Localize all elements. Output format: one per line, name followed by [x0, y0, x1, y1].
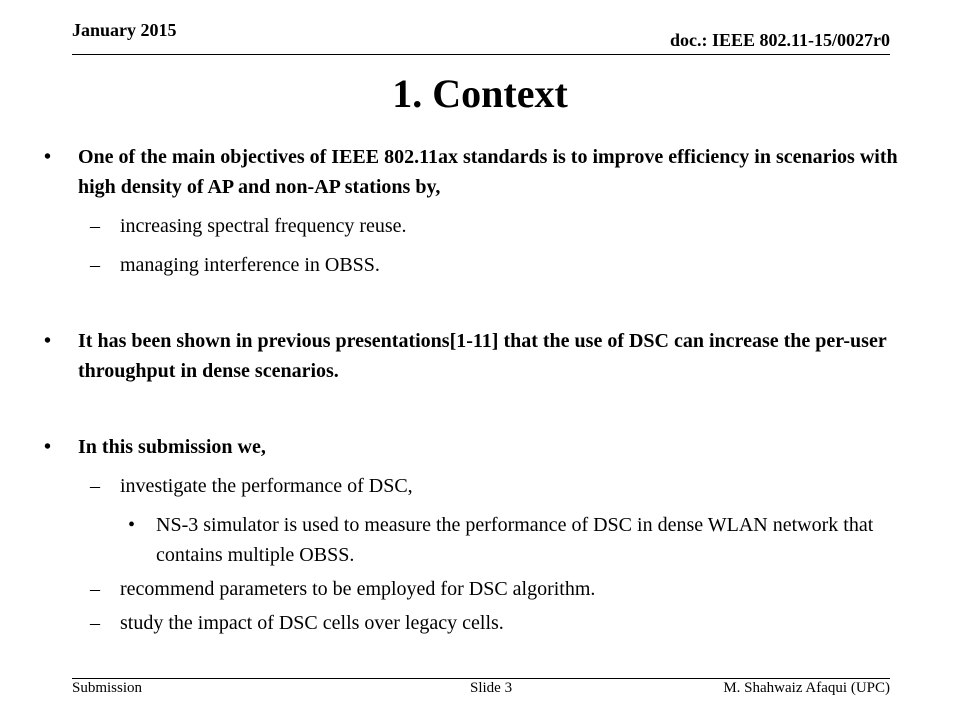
sub-bullet-reuse	[44, 211, 914, 241]
slide-body	[44, 142, 914, 638]
dash-marker: –	[90, 254, 100, 276]
sub-bullet-recommend	[44, 574, 914, 604]
sub-bullet-investigate	[44, 471, 914, 501]
sub-bullet-text: study the impact of DSC cells over legacy cells.	[120, 612, 504, 634]
sub-bullet-impact	[44, 608, 914, 638]
sub-sub-bullet-ns3	[44, 510, 914, 570]
dash-marker: –	[90, 612, 100, 634]
header-rule	[72, 54, 890, 55]
sub-sub-bullet-text: NS-3 simulator is used to measure the performance of DSC in dense WLAN network that contains multiple OBSS.	[156, 514, 874, 566]
bullet-text: One of the main objectives of IEEE 802.11ax standards is to improve efficiency in scenarios with high density of AP and non-AP stations by,	[78, 146, 898, 198]
bullet-marker: •	[44, 330, 52, 352]
bullet-previous-work	[44, 326, 914, 386]
sub-bullet-text: investigate the performance of DSC,	[120, 475, 413, 497]
bullet-marker: •	[128, 514, 136, 536]
bullet-objectives	[44, 142, 914, 202]
bullet-submission	[44, 432, 914, 462]
bullet-marker: •	[44, 146, 52, 168]
bullet-text: It has been shown in previous presentations[1-11] that the use of DSC can increase the per-user throughput in dense scenarios.	[78, 330, 887, 382]
footer-submission: Submission	[72, 680, 143, 696]
bullet-marker: •	[44, 436, 52, 458]
dash-marker: –	[90, 578, 100, 600]
header-doc-id: doc.: IEEE 802.11-15/0027r0	[669, 30, 890, 50]
dash-marker: –	[90, 215, 100, 237]
sub-bullet-text: managing interference in OBSS.	[120, 254, 380, 276]
sub-bullet-text: recommend parameters to be employed for DSC algorithm.	[120, 578, 596, 600]
header-date: January 2015	[72, 20, 177, 40]
footer-slide-number: Slide 3	[470, 680, 513, 696]
bullet-text: In this submission we,	[78, 436, 266, 458]
footer-rule	[72, 678, 890, 679]
dash-marker: –	[90, 475, 100, 497]
slide-title: 1. Context	[392, 71, 568, 116]
sub-bullet-interference	[44, 250, 914, 280]
sub-bullet-text: increasing spectral frequency reuse.	[120, 215, 407, 237]
footer-author: M. Shahwaiz Afaqui (UPC)	[723, 680, 890, 696]
